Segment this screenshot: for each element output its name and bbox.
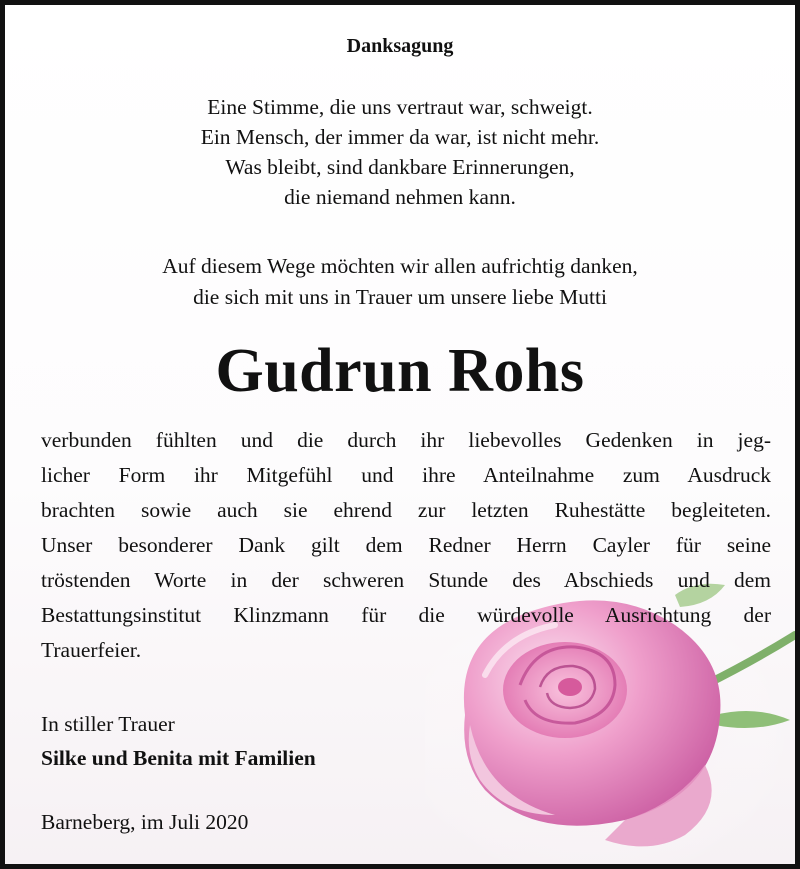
poem-line: Eine Stimme, die uns vertraut war, schweigt. bbox=[207, 95, 593, 119]
thanks-body bbox=[41, 423, 771, 668]
body-line: licher Form ihr Mitgefühl und ihre Anteilnahme zum Ausdruck bbox=[41, 463, 771, 487]
poem bbox=[5, 92, 795, 212]
notice-heading: Danksagung bbox=[346, 35, 454, 57]
body-line: Bestattungsinstitut Klinzmann für die würdevolle Ausrichtung der bbox=[41, 603, 771, 627]
thanks-intro bbox=[5, 251, 795, 313]
poem-line: Was bleibt, sind dankbare Erinnerungen, bbox=[225, 155, 575, 179]
closing-block bbox=[41, 707, 316, 775]
thanks-line: die sich mit uns in Trauer um unsere liebe Mutti bbox=[193, 285, 607, 309]
body-line: brachten sowie auch sie ehrend zur letzten Ruhestätte begleiteten. bbox=[41, 498, 771, 522]
body-line: tröstenden Worte in der schweren Stunde des Abschieds und dem bbox=[41, 568, 771, 592]
body-line: Trauerfeier. bbox=[41, 638, 142, 662]
place-date: Barneberg, im Juli 2020 bbox=[41, 810, 249, 834]
body-line: verbunden fühlten und die durch ihr liebevolles Gedenken in jeg- bbox=[41, 428, 771, 452]
poem-line: die niemand nehmen kann. bbox=[284, 185, 516, 209]
closing-phrase: In stiller Trauer bbox=[41, 712, 175, 736]
signers: Silke und Benita mit Familien bbox=[41, 746, 316, 770]
body-line: Unser besonderer Dank gilt dem Redner Herrn Cayler für seine bbox=[41, 533, 771, 557]
deceased-name: Gudrun Rohs bbox=[215, 337, 585, 405]
thanks-line: Auf diesem Wege möchten wir allen aufrichtig danken, bbox=[162, 254, 638, 278]
poem-line: Ein Mensch, der immer da war, ist nicht mehr. bbox=[200, 125, 600, 149]
